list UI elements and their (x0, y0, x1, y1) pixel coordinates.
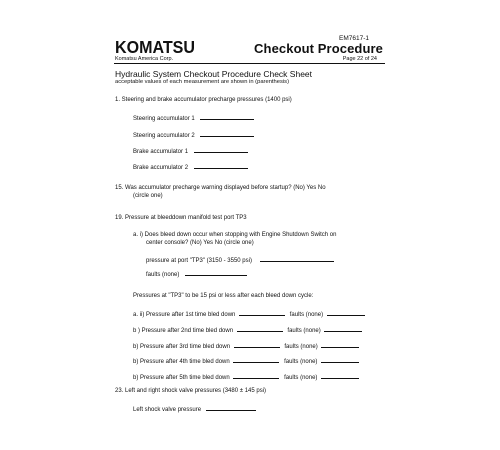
bleed-cycle-pressure-blank-4[interactable] (233, 357, 279, 363)
steering-accumulator-1-blank[interactable] (200, 114, 254, 120)
bleed-cycle-faults-label-5: faults (none) (284, 375, 318, 381)
left-shock-valve-label: Left shock valve pressure (133, 407, 202, 413)
tp3-faults-row (146, 270, 247, 278)
bleed-cycle-faults-label-2: faults (none) (287, 328, 321, 334)
bleed-cycle-faults-blank-3[interactable] (321, 342, 359, 348)
brake-accumulator-1-label: Brake accumulator 1 (133, 149, 189, 155)
question-19-ai-line2: center console? (No) Yes No (circle one) (146, 240, 254, 246)
bleed-cycle-faults-blank-1[interactable] (327, 310, 365, 316)
steering-accumulator-2-label: Steering accumulator 2 (133, 133, 195, 139)
bleed-cycle-pressure-blank-3[interactable] (234, 342, 280, 348)
question-19-label: 19. Pressure at bleeddown manifold test port TP3 (115, 215, 247, 221)
bleed-cycle-row-1 (133, 310, 365, 318)
brake-accumulator-1-row (133, 147, 248, 155)
document-number: EM7617-1 (339, 35, 369, 42)
question-15-circle-note: (circle one) (133, 193, 163, 199)
steering-accumulator-1-row (133, 114, 254, 122)
tp3-pressure-blank[interactable] (260, 256, 334, 262)
steering-accumulator-2-row (133, 131, 254, 139)
company-name: Komatsu America Corp. (115, 56, 174, 62)
bleed-cycle-pressure-blank-2[interactable] (237, 326, 283, 332)
brake-accumulator-1-blank[interactable] (194, 147, 248, 153)
left-shock-valve-row (133, 405, 256, 413)
bleed-cycle-label-2: b ) Pressure after 2nd time bled down (133, 328, 234, 334)
brake-accumulator-2-blank[interactable] (194, 163, 248, 169)
bleed-cycle-label-5: b) Pressure after 5th time bled down (133, 375, 230, 381)
bleed-cycle-faults-blank-4[interactable] (321, 357, 359, 363)
brake-accumulator-2-label: Brake accumulator 2 (133, 165, 189, 171)
bleed-cycle-row-4 (133, 357, 359, 365)
header-divider (114, 63, 385, 64)
tp3-pressure-label: pressure at port "TP3" (3150 - 3550 psi) (146, 258, 252, 264)
bleed-cycle-pressure-blank-1[interactable] (239, 310, 285, 316)
page-number: Page 22 of 24 (342, 56, 377, 62)
sheet-subtitle: acceptable values of each measurement are shown in (parenthesis) (115, 79, 290, 85)
bleed-cycle-faults-blank-5[interactable] (321, 373, 359, 379)
bleed-cycle-label-4: b) Pressure after 4th time bled down (133, 359, 230, 365)
svg-text:KOMATSU: KOMATSU (115, 38, 195, 55)
bleed-cycle-row-2 (133, 326, 362, 334)
bleed-cycle-label-1: a. ii) Pressure after 1st time bled down (133, 312, 236, 318)
steering-accumulator-2-blank[interactable] (200, 131, 254, 137)
question-19-ai-line1: a. i) Does bleed down occur when stopping with Engine Shutdown Switch on (133, 232, 337, 238)
question-1-label: 1. Steering and brake accumulator precharge pressures (1400 psi) (115, 97, 292, 103)
brake-accumulator-2-row (133, 163, 248, 171)
tp3-faults-label: faults (none) (146, 272, 180, 278)
sheet-title: Hydraulic System Checkout Procedure Check Sheet (115, 69, 313, 79)
bleed-cycle-row-5 (133, 373, 359, 381)
question-15-label: 15. Was accumulator precharge warning displayed before startup? (No) Yes No (115, 185, 326, 191)
question-23-label: 23. Left and right shock valve pressures (3480 ± 145 psi) (115, 388, 267, 394)
bleed-cycle-faults-label-4: faults (none) (284, 359, 318, 365)
left-shock-valve-blank[interactable] (206, 405, 256, 411)
bleed-cycle-label-3: b) Pressure after 3rd time bled down (133, 344, 231, 350)
bleed-cycle-pressure-blank-5[interactable] (233, 373, 279, 379)
komatsu-logo (115, 38, 195, 55)
tp3-pressure-row (146, 256, 334, 264)
bleed-cycle-intro: Pressures at "TP3" to be 15 psi or less after each bleed down cycle: (133, 293, 314, 299)
bleed-cycle-row-3 (133, 342, 359, 350)
bleed-cycle-faults-label-3: faults (none) (284, 344, 318, 350)
bleed-cycle-faults-label-1: faults (none) (289, 312, 324, 318)
page-title: Checkout Procedure (254, 41, 383, 56)
steering-accumulator-1-label: Steering accumulator 1 (133, 116, 195, 122)
tp3-faults-blank[interactable] (185, 270, 247, 276)
bleed-cycle-faults-blank-2[interactable] (324, 326, 362, 332)
